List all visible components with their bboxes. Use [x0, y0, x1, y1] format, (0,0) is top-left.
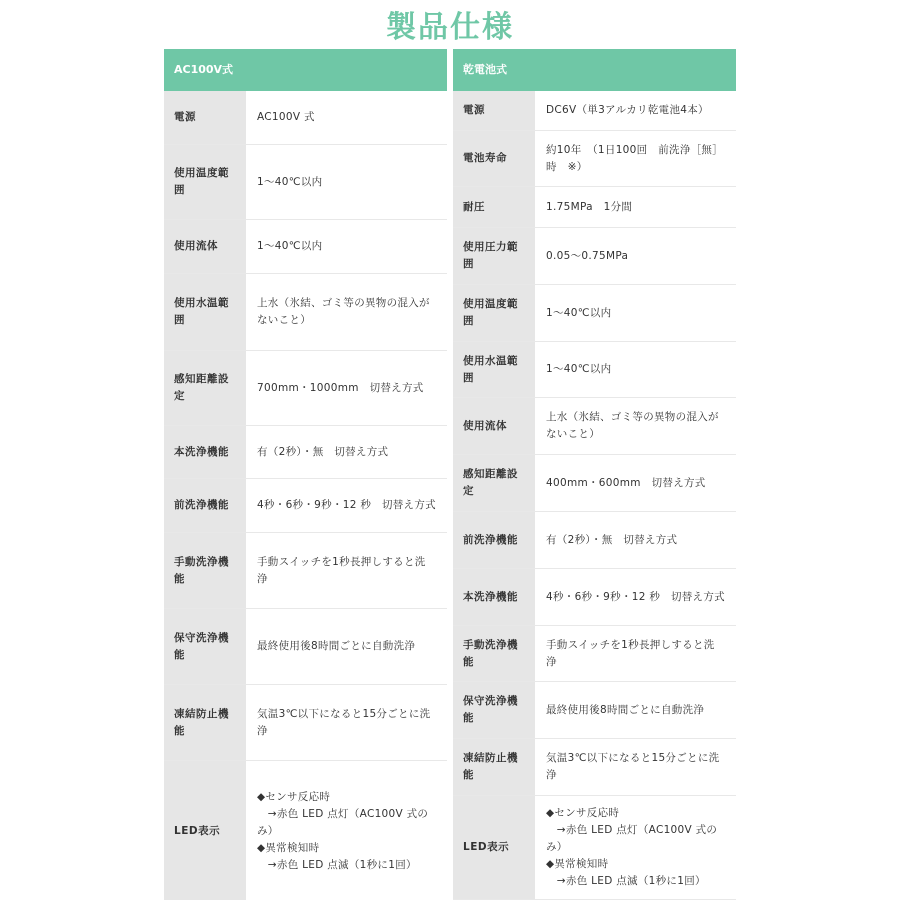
spec-value: 約10年 （1日100回 前洗浄［無］時 ※）: [546, 143, 724, 173]
spec-value: 1～40℃以内: [257, 175, 323, 188]
spec-value: 1.75MPa 1分間: [546, 200, 633, 213]
spec-value: 有（2秒）・無 切替え方式: [546, 533, 678, 546]
spec-value: 有（2秒）・無 切替え方式: [257, 445, 389, 458]
spec-label: 電源: [453, 91, 535, 130]
spec-value: 700mm・1000mm 切替え方式: [257, 381, 424, 394]
spec-value: 1～40℃以内: [546, 363, 612, 375]
spec-label: 本洗浄機能: [453, 569, 535, 625]
spec-value: 上水（氷結、ゴミ等の異物の混入がないこと）: [257, 297, 430, 326]
spec-table-ac100v: [164, 49, 447, 900]
spec-value: ◆センサ反応時 →赤色 LED 点灯（AC100V 式のみ） ◆異常検知時 →赤色 LED 点滅（1秒に1回）: [546, 807, 718, 887]
table-row: [453, 796, 736, 900]
table-row: [453, 512, 736, 569]
spec-label: 感知距離設定: [164, 351, 246, 425]
table-row: [453, 398, 736, 455]
table-header-ac100v: AC100V式: [164, 49, 447, 91]
table-header-battery: 乾電池式: [453, 49, 736, 91]
spec-value: 400mm・600mm 切替え方式: [546, 476, 706, 489]
spec-label: 使用流体: [453, 398, 535, 454]
spec-label: LED表示: [453, 796, 535, 899]
spec-table-battery: [453, 49, 736, 900]
spec-label: 使用水温範囲: [453, 342, 535, 397]
spec-label: 電源: [164, 91, 246, 144]
spec-label: 感知距離設定: [453, 455, 535, 511]
table-row: [164, 145, 447, 220]
spec-value: 手動スイッチを1秒長押しすると洗浄: [257, 555, 426, 585]
page-title: 製品仕様: [386, 10, 514, 45]
spec-value: 気温3℃以下になると15分ごとに洗浄: [257, 707, 431, 737]
spec-label: 使用温度範囲: [164, 145, 246, 219]
spec-label: LED表示: [164, 761, 246, 900]
spec-label: 前洗浄機能: [453, 512, 535, 568]
spec-label: 保守洗浄機能: [453, 682, 535, 738]
spec-label: 使用温度範囲: [453, 285, 535, 341]
table-row: [164, 761, 447, 900]
spec-label: 使用水温範囲: [164, 274, 246, 350]
spec-label: 手動洗浄機能: [164, 533, 246, 608]
table-row: [164, 220, 447, 274]
table-row: [453, 131, 736, 187]
table-row: [453, 285, 736, 342]
table-row: [453, 626, 736, 682]
table-row: [164, 479, 447, 533]
spec-label: 本洗浄機能: [164, 426, 246, 478]
table-row: [164, 426, 447, 479]
table-row: [453, 682, 736, 739]
table-row: [164, 91, 447, 145]
spec-label: 耐圧: [453, 187, 535, 227]
spec-value: 上水（氷結、ゴミ等の異物の混入がないこと）: [546, 411, 719, 440]
spec-value: 手動スイッチを1秒長押しすると洗浄: [546, 638, 715, 668]
spec-value: 最終使用後8時間ごとに自動洗浄: [546, 703, 705, 716]
spec-label: 前洗浄機能: [164, 479, 246, 532]
spec-value: DC6V（単3アルカリ乾電池4本）: [546, 104, 709, 116]
spec-label: 使用流体: [164, 220, 246, 273]
table-row: [164, 274, 447, 351]
table-row: [164, 533, 447, 609]
table-row: [453, 187, 736, 228]
table-row: [453, 342, 736, 398]
spec-value: 最終使用後8時間ごとに自動洗浄: [257, 640, 416, 652]
spec-label: 凍結防止機能: [164, 685, 246, 760]
spec-value: 0.05～0.75MPa: [546, 249, 629, 262]
spec-value: 1～40℃以内: [546, 306, 612, 319]
spec-value: 1～40℃以内: [257, 240, 323, 252]
spec-label: 使用圧力範囲: [453, 228, 535, 284]
spec-label: 電池寿命: [453, 131, 535, 186]
spec-label: 手動洗浄機能: [453, 626, 535, 681]
spec-value: 4秒・6秒・9秒・12 秒 切替え方式: [257, 499, 436, 511]
table-row: [453, 455, 736, 512]
table-row: [453, 91, 736, 131]
spec-label: 凍結防止機能: [453, 739, 535, 795]
table-row: [164, 351, 447, 426]
table-row: [453, 569, 736, 626]
spec-label: 保守洗浄機能: [164, 609, 246, 684]
spec-value: AC100V 式: [257, 111, 315, 123]
table-row: [453, 739, 736, 796]
spec-value: 気温3℃以下になると15分ごとに洗浄: [546, 752, 720, 781]
table-row: [453, 228, 736, 285]
spec-value: ◆センサ反応時 →赤色 LED 点灯（AC100V 式のみ） ◆異常検知時 →赤色 LED 点滅（1秒に1回）: [257, 791, 429, 871]
table-row: [164, 685, 447, 761]
table-row: [164, 609, 447, 685]
spec-value: 4秒・6秒・9秒・12 秒 切替え方式: [546, 590, 725, 603]
